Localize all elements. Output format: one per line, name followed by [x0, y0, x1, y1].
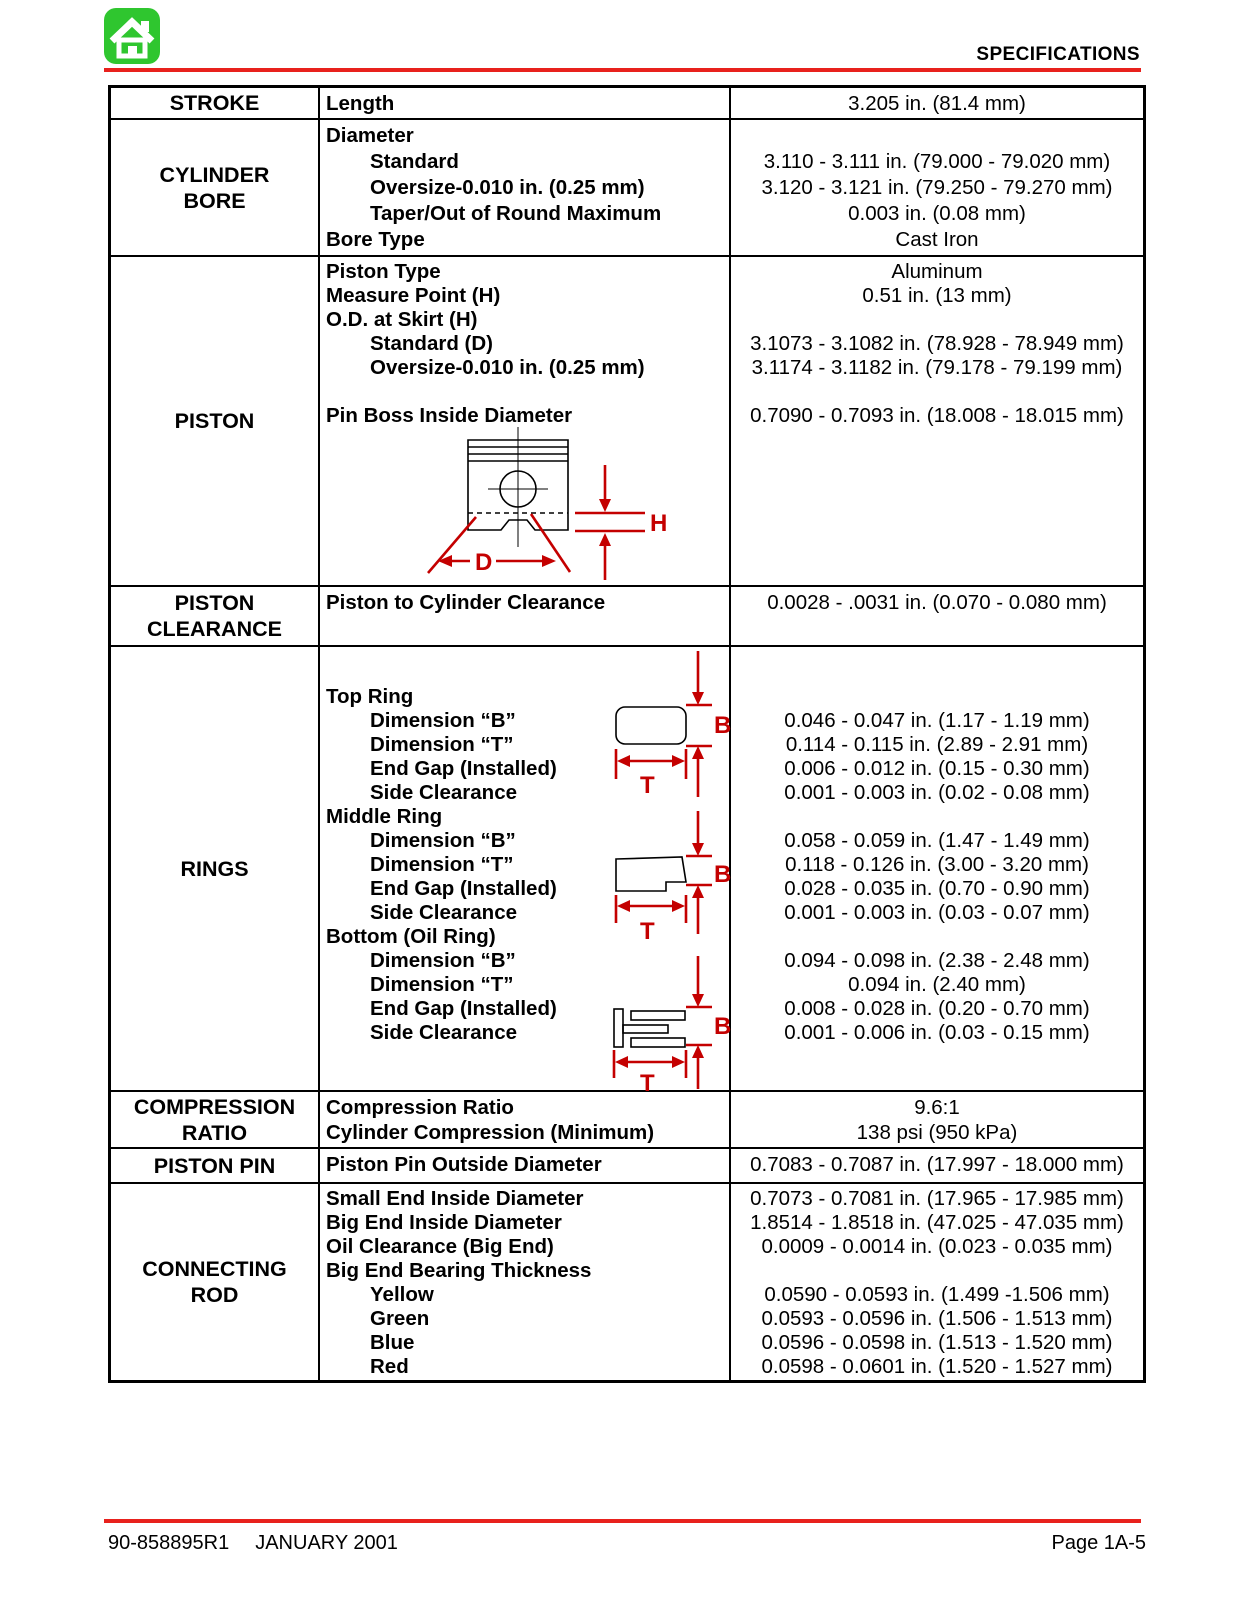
ring-t-label: T: [640, 1070, 655, 1091]
spec-label: Dimension “B”: [370, 949, 516, 972]
table-row-piston-clearance: [111, 585, 1143, 645]
spec-value-cell: [731, 88, 1143, 118]
top-ring-diagram: [598, 647, 738, 802]
ring-t-label: T: [640, 772, 655, 799]
spec-label: Big End Inside Diameter: [326, 1211, 562, 1234]
category-label: COMPRESSION: [133, 1094, 296, 1119]
spec-label: Taper/Out of Round Maximum: [370, 202, 662, 225]
category-label: RATIO: [181, 1120, 248, 1145]
spec-label: Dimension “T”: [370, 853, 514, 876]
spec-value: 0.118 - 0.126 in. (3.00 - 3.20 mm): [785, 853, 1089, 876]
spec-label: Standard: [370, 150, 459, 173]
category-cell: [111, 587, 320, 645]
spec-value: 0.003 in. (0.08 mm): [848, 202, 1026, 225]
category-label: CONNECTING: [142, 1257, 287, 1281]
table-row-cylinder-bore: [111, 118, 1143, 255]
spec-label: Compression Ratio: [326, 1096, 514, 1119]
ring-b-label: B: [714, 1013, 732, 1040]
footer-page-number: Page 1A-5: [1051, 1532, 1146, 1554]
spec-value: 3.110 - 3.111 in. (79.000 - 79.020 mm): [763, 150, 1111, 173]
spec-value: [731, 805, 1143, 829]
spec-label: Oil Clearance (Big End): [326, 1235, 554, 1258]
category-label: STROKE: [169, 91, 260, 115]
category-label: ROD: [190, 1283, 239, 1307]
ring-t-label: T: [640, 918, 655, 945]
spec-value-cell: [731, 1149, 1143, 1182]
spec-label-cell: [320, 1092, 731, 1147]
piston-h-label: H: [650, 510, 668, 537]
spec-value: [731, 308, 1143, 332]
spec-label-cell: [320, 587, 731, 645]
spec-value-cell: [731, 647, 1143, 1090]
oil-ring-diagram: [598, 954, 738, 1091]
spec-value: 3.1174 - 3.1182 in. (79.178 - 79.199 mm): [751, 356, 1123, 379]
table-row-connecting-rod: [111, 1182, 1143, 1380]
piston-d-label: D: [475, 549, 493, 576]
spec-value-cell: [731, 1092, 1143, 1147]
spec-label-cell: [320, 1184, 731, 1380]
spec-label: Oversize-0.010 in. (0.25 mm): [370, 356, 645, 379]
footer-rule: [104, 1519, 1141, 1523]
category-label: PISTON: [174, 591, 255, 615]
spec-value: 0.7090 - 0.7093 in. (18.008 - 18.015 mm): [750, 404, 1124, 427]
home-icon[interactable]: [104, 8, 160, 64]
table-row-compression-ratio: [111, 1090, 1143, 1147]
spec-label: Bottom (Oil Ring): [326, 925, 496, 948]
spec-value: 3.120 - 3.121 in. (79.250 - 79.270 mm): [761, 176, 1113, 199]
spec-label: Dimension “T”: [370, 733, 514, 756]
spec-label-cell: [320, 120, 731, 255]
spec-value: 0.001 - 0.003 in. (0.03 - 0.07 mm): [784, 901, 1090, 924]
spec-label: Dimension “B”: [370, 709, 516, 732]
spec-label: Yellow: [370, 1283, 434, 1306]
spec-label-cell: [320, 257, 731, 585]
spec-label-cell: [320, 88, 731, 118]
spec-label: Side Clearance: [370, 781, 517, 804]
spec-label: Length: [326, 92, 395, 115]
spec-value: 0.7083 - 0.7087 in. (17.997 - 18.000 mm): [750, 1153, 1124, 1176]
category-label: CYLINDER: [159, 162, 270, 187]
category-label: PISTON PIN: [153, 1153, 276, 1178]
spec-value: [731, 380, 1143, 404]
spec-value: 3.205 in. (81.4 mm): [848, 92, 1026, 115]
category-label: CLEARANCE: [147, 617, 282, 641]
spec-label: Small End Inside Diameter: [326, 1187, 584, 1210]
spec-label: Green: [370, 1307, 430, 1330]
spec-value: 0.001 - 0.006 in. (0.03 - 0.15 mm): [784, 1021, 1090, 1044]
footer-doc-number: 90-858895R1: [108, 1532, 230, 1554]
spec-label: Piston Type: [326, 260, 441, 283]
spec-value: [731, 123, 1143, 149]
spec-value: 0.006 - 0.012 in. (0.15 - 0.30 mm): [784, 757, 1090, 780]
spec-label: [326, 380, 729, 404]
spec-value: 0.0590 - 0.0593 in. (1.499 -1.506 mm): [764, 1283, 1110, 1306]
spec-label: End Gap (Installed): [370, 757, 557, 780]
spec-label: Dimension “B”: [370, 829, 516, 852]
spec-value: 3.1073 - 3.1082 in. (78.928 - 78.949 mm): [750, 332, 1124, 355]
spec-label: Standard (D): [370, 332, 493, 355]
spec-label: O.D. at Skirt (H): [326, 308, 478, 331]
spec-label: Big End Bearing Thickness: [326, 1259, 592, 1282]
middle-ring-diagram: [598, 809, 738, 964]
category-label: PISTON: [174, 409, 255, 433]
category-cell: [111, 120, 320, 255]
category-label: BORE: [183, 188, 246, 213]
spec-value: [731, 1259, 1143, 1283]
table-row-piston: [111, 255, 1143, 585]
category-cell: [111, 88, 320, 118]
spec-label: Bore Type: [326, 228, 425, 251]
spec-value: 0.046 - 0.047 in. (1.17 - 1.19 mm): [784, 709, 1090, 732]
spec-value: Cast Iron: [895, 228, 979, 251]
spec-label: Middle Ring: [326, 805, 443, 828]
spec-label: Blue: [370, 1331, 415, 1354]
spec-value: 1.8514 - 1.8518 in. (47.025 - 47.035 mm): [750, 1211, 1124, 1234]
specifications-table: [108, 85, 1146, 1383]
category-cell: [111, 1184, 320, 1380]
spec-value: 0.058 - 0.059 in. (1.47 - 1.49 mm): [784, 829, 1090, 852]
spec-value: 0.7073 - 0.7081 in. (17.965 - 17.985 mm): [750, 1187, 1124, 1210]
table-row-piston-pin: [111, 1147, 1143, 1182]
spec-value: [731, 925, 1143, 949]
spec-value: 0.0028 - .0031 in. (0.070 - 0.080 mm): [767, 591, 1107, 614]
spec-label: Diameter: [326, 124, 414, 147]
spec-label: Dimension “T”: [370, 973, 514, 996]
spec-value: 0.0593 - 0.0596 in. (1.506 - 1.513 mm): [761, 1307, 1113, 1330]
header-rule: [104, 68, 1141, 72]
spec-value: 0.094 in. (2.40 mm): [848, 973, 1026, 996]
spec-label: Piston Pin Outside Diameter: [326, 1153, 602, 1176]
spec-label: Top Ring: [326, 685, 414, 708]
footer-date: JANUARY 2001: [255, 1532, 398, 1554]
footer-doc-info: [108, 1532, 398, 1555]
spec-value: Aluminum: [891, 260, 983, 283]
ring-b-label: B: [714, 712, 732, 739]
category-cell: [111, 1092, 320, 1147]
spec-label-cell: [320, 1149, 731, 1182]
category-cell: [111, 647, 320, 1090]
spec-label: End Gap (Installed): [370, 997, 557, 1020]
spec-value-cell: [731, 120, 1143, 255]
spec-label-cell: [320, 647, 731, 1090]
spec-value: 0.028 - 0.035 in. (0.70 - 0.90 mm): [784, 877, 1090, 900]
spec-value-cell: [731, 1184, 1143, 1380]
spec-label: Side Clearance: [370, 901, 517, 924]
spec-label: End Gap (Installed): [370, 877, 557, 900]
spec-value: 0.0009 - 0.0014 in. (0.023 - 0.035 mm): [761, 1235, 1113, 1258]
ring-b-label: B: [714, 861, 732, 888]
spec-value: 0.094 - 0.098 in. (2.38 - 2.48 mm): [784, 949, 1090, 972]
spec-value-cell: [731, 257, 1143, 585]
spec-label: Measure Point (H): [326, 284, 501, 307]
spec-value: 138 psi (950 kPa): [856, 1121, 1018, 1144]
category-cell: [111, 257, 320, 585]
piston-dimension-diagram: [398, 425, 698, 585]
spec-value: 0.001 - 0.003 in. (0.02 - 0.08 mm): [784, 781, 1090, 804]
page-title: SPECIFICATIONS: [976, 44, 1140, 65]
spec-label: Oversize-0.010 in. (0.25 mm): [370, 176, 645, 199]
spec-value: 0.0596 - 0.0598 in. (1.513 - 1.520 mm): [761, 1331, 1113, 1354]
category-cell: [111, 1149, 320, 1182]
spec-label: Side Clearance: [370, 1021, 517, 1044]
spec-value: 0.51 in. (13 mm): [862, 284, 1012, 307]
spec-label: Red: [370, 1355, 409, 1378]
spec-value-cell: [731, 587, 1143, 645]
spec-label: Pin Boss Inside Diameter: [326, 404, 573, 427]
spec-value: [731, 685, 1143, 709]
spec-value: 0.008 - 0.028 in. (0.20 - 0.70 mm): [784, 997, 1090, 1020]
spec-value: 0.0598 - 0.0601 in. (1.520 - 1.527 mm): [761, 1355, 1113, 1378]
spec-label: Cylinder Compression (Minimum): [326, 1121, 655, 1144]
spec-label: Piston to Cylinder Clearance: [326, 591, 606, 614]
spec-value: 0.114 - 0.115 in. (2.89 - 2.91 mm): [785, 733, 1089, 756]
category-label: RINGS: [180, 856, 249, 881]
table-row-rings: [111, 645, 1143, 1090]
table-row-stroke: [111, 88, 1143, 118]
spec-value: 9.6:1: [914, 1096, 960, 1119]
